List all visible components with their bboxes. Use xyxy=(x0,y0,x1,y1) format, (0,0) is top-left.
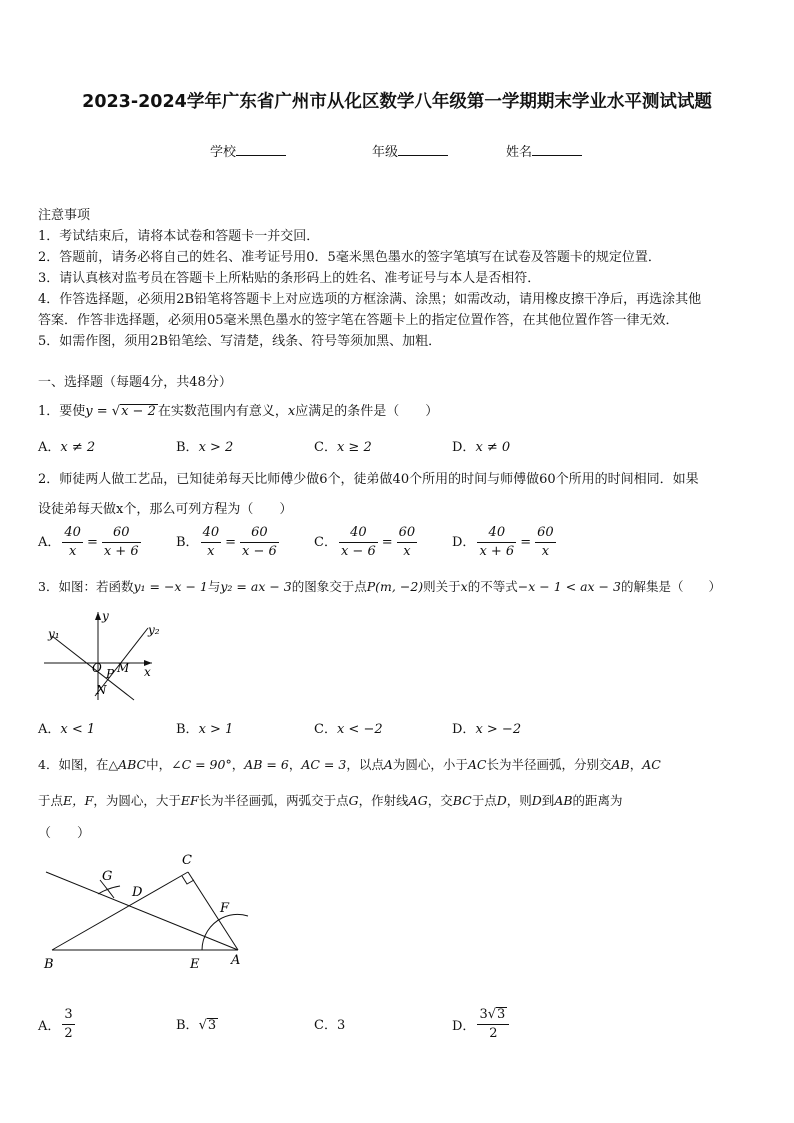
ray-ag xyxy=(46,872,238,950)
label-o: O xyxy=(92,661,102,675)
label-e: E xyxy=(190,957,200,972)
label-x: x xyxy=(144,665,151,679)
grade-blank[interactable] xyxy=(398,143,448,156)
school-label: 学校 xyxy=(210,145,237,160)
label-g: G xyxy=(102,869,113,884)
notice-item: 3．请认真核对监考员在答题卡上所粘贴的条形码上的姓名、准考证号与本人是否相符． xyxy=(38,271,541,286)
q4-option-d[interactable]: D． $\frac{3√3}{2}$ xyxy=(452,1006,511,1043)
notice-item: 4．作答选择题，必须用2B铅笔将答题卡上对应选项的方框涂满、涂黑；如需改动，请用橡皮擦干净后，再选涂其他 xyxy=(38,292,702,307)
page-title: 2023-2024学年广东省广州市从化区数学八年级第一学期期末学业水平测试试题 xyxy=(82,92,712,112)
right-angle-mark xyxy=(182,876,194,884)
q3-graph-figure xyxy=(40,608,170,703)
q2-option-b[interactable]: B． $\frac{40}{x}$ = $\frac{60}{x - 6}$ xyxy=(176,525,277,559)
q1-option-d[interactable]: D．x ≠ 0 xyxy=(452,440,511,455)
notice-item: 2．答题前，请务必将自己的姓名、准考证号用0．5毫米黑色墨水的签字笔填写在试卷及答题卡的规定位置． xyxy=(38,250,661,265)
section-heading: 一、选择题（每题4分，共48分） xyxy=(38,375,232,390)
label-b: B xyxy=(44,957,54,972)
grade-label: 年级 xyxy=(372,145,399,160)
question-2-cont: 设徒弟每天做x个，那么可列方程为（ ） xyxy=(38,502,293,517)
q1-option-b[interactable]: B．x > 2 xyxy=(176,440,234,455)
y-axis-arrow xyxy=(95,612,101,620)
label-a: A xyxy=(231,953,241,968)
label-c: C xyxy=(182,853,192,868)
label-y2: y₂ xyxy=(148,623,160,637)
arc-g-2 xyxy=(98,886,120,894)
q4-option-a[interactable]: A． $\frac{3}{2}$ xyxy=(38,1007,73,1041)
q1-option-c[interactable]: C．x ≥ 2 xyxy=(314,440,372,455)
q4-option-c[interactable]: C．3 xyxy=(314,1018,346,1033)
q3-option-d[interactable]: D．x > −2 xyxy=(452,722,522,737)
label-m: M xyxy=(117,661,130,675)
arc-ef xyxy=(202,918,222,950)
segment-bc xyxy=(52,872,188,950)
grade-field xyxy=(372,141,448,160)
q2-option-a[interactable]: A． $\frac{40}{x}$ = $\frac{60}{x + 6}$ xyxy=(38,525,139,559)
q2-option-c[interactable]: C． $\frac{40}{x - 6}$ = $\frac{60}{x}$ xyxy=(314,525,416,559)
q1-option-a[interactable]: A．x ≠ 2 xyxy=(38,440,96,455)
notice-item: 5．如需作图，须用2B铅笔绘、写清楚，线条、符号等须加黑、加粗． xyxy=(38,334,442,349)
segment-ca xyxy=(188,872,238,950)
notice-heading: 注意事项 xyxy=(38,208,91,223)
notice-item: 1．考试结束后，请将本试卷和答题卡一并交回． xyxy=(38,229,320,244)
notice-item: 答案．作答非选择题，必须用05毫米黑色墨水的签字笔在答题卡上的指定位置作答，在其他位置作答一律无效． xyxy=(38,313,679,328)
q4-triangle-figure xyxy=(40,850,260,975)
q3-option-b[interactable]: B．x > 1 xyxy=(176,722,234,737)
question-1: 1．要使y = √x − 2 在实数范围内有意义，x应满足的条件是（ ） xyxy=(38,404,439,419)
q2-option-d[interactable]: D． $\frac{40}{x + 6}$ = $\frac{60}{x}$ xyxy=(452,525,554,559)
label-d: D xyxy=(132,885,143,900)
question-4-cont: 于点E，F，为圆心，大于EF长为半径画弧，两弧交于点G，作射线AG，交BC于点D，则D到AB的距离为 xyxy=(38,793,623,808)
question-4-blank: （ ） xyxy=(38,826,91,841)
question-3: 3．如图：若函数y₁ = −x − 1与y₂ = ax − 3的图象交于点P(m, −2)则关于x的不等式−x − 1 < ax − 3的解集是（ ） xyxy=(38,579,721,594)
school-blank[interactable] xyxy=(236,143,286,156)
label-n: N xyxy=(96,683,107,697)
question-2: 2．师徒两人做工艺品，已知徒弟每天比师傅少做6个，徒弟做40个所用的时间与师傅做60个所用的时间相同．如果 xyxy=(38,472,699,487)
q3-option-a[interactable]: A．x < 1 xyxy=(38,722,96,737)
school-field xyxy=(210,141,286,160)
q4-option-b[interactable]: B．√3 xyxy=(176,1018,217,1033)
q3-option-c[interactable]: C．x < −2 xyxy=(314,722,383,737)
label-p: P xyxy=(106,667,115,681)
name-field xyxy=(506,141,582,160)
name-blank[interactable] xyxy=(532,143,582,156)
name-label: 姓名 xyxy=(506,145,533,160)
label-y1: y₁ xyxy=(48,627,60,641)
question-4: 4．如图，在△ABC中，∠C = 90°，AB = 6，AC = 3，以点A为圆心，小于AC长为半径画弧，分别交AB，AC xyxy=(38,757,661,772)
label-f: F xyxy=(220,901,230,916)
label-y: y xyxy=(102,609,109,623)
